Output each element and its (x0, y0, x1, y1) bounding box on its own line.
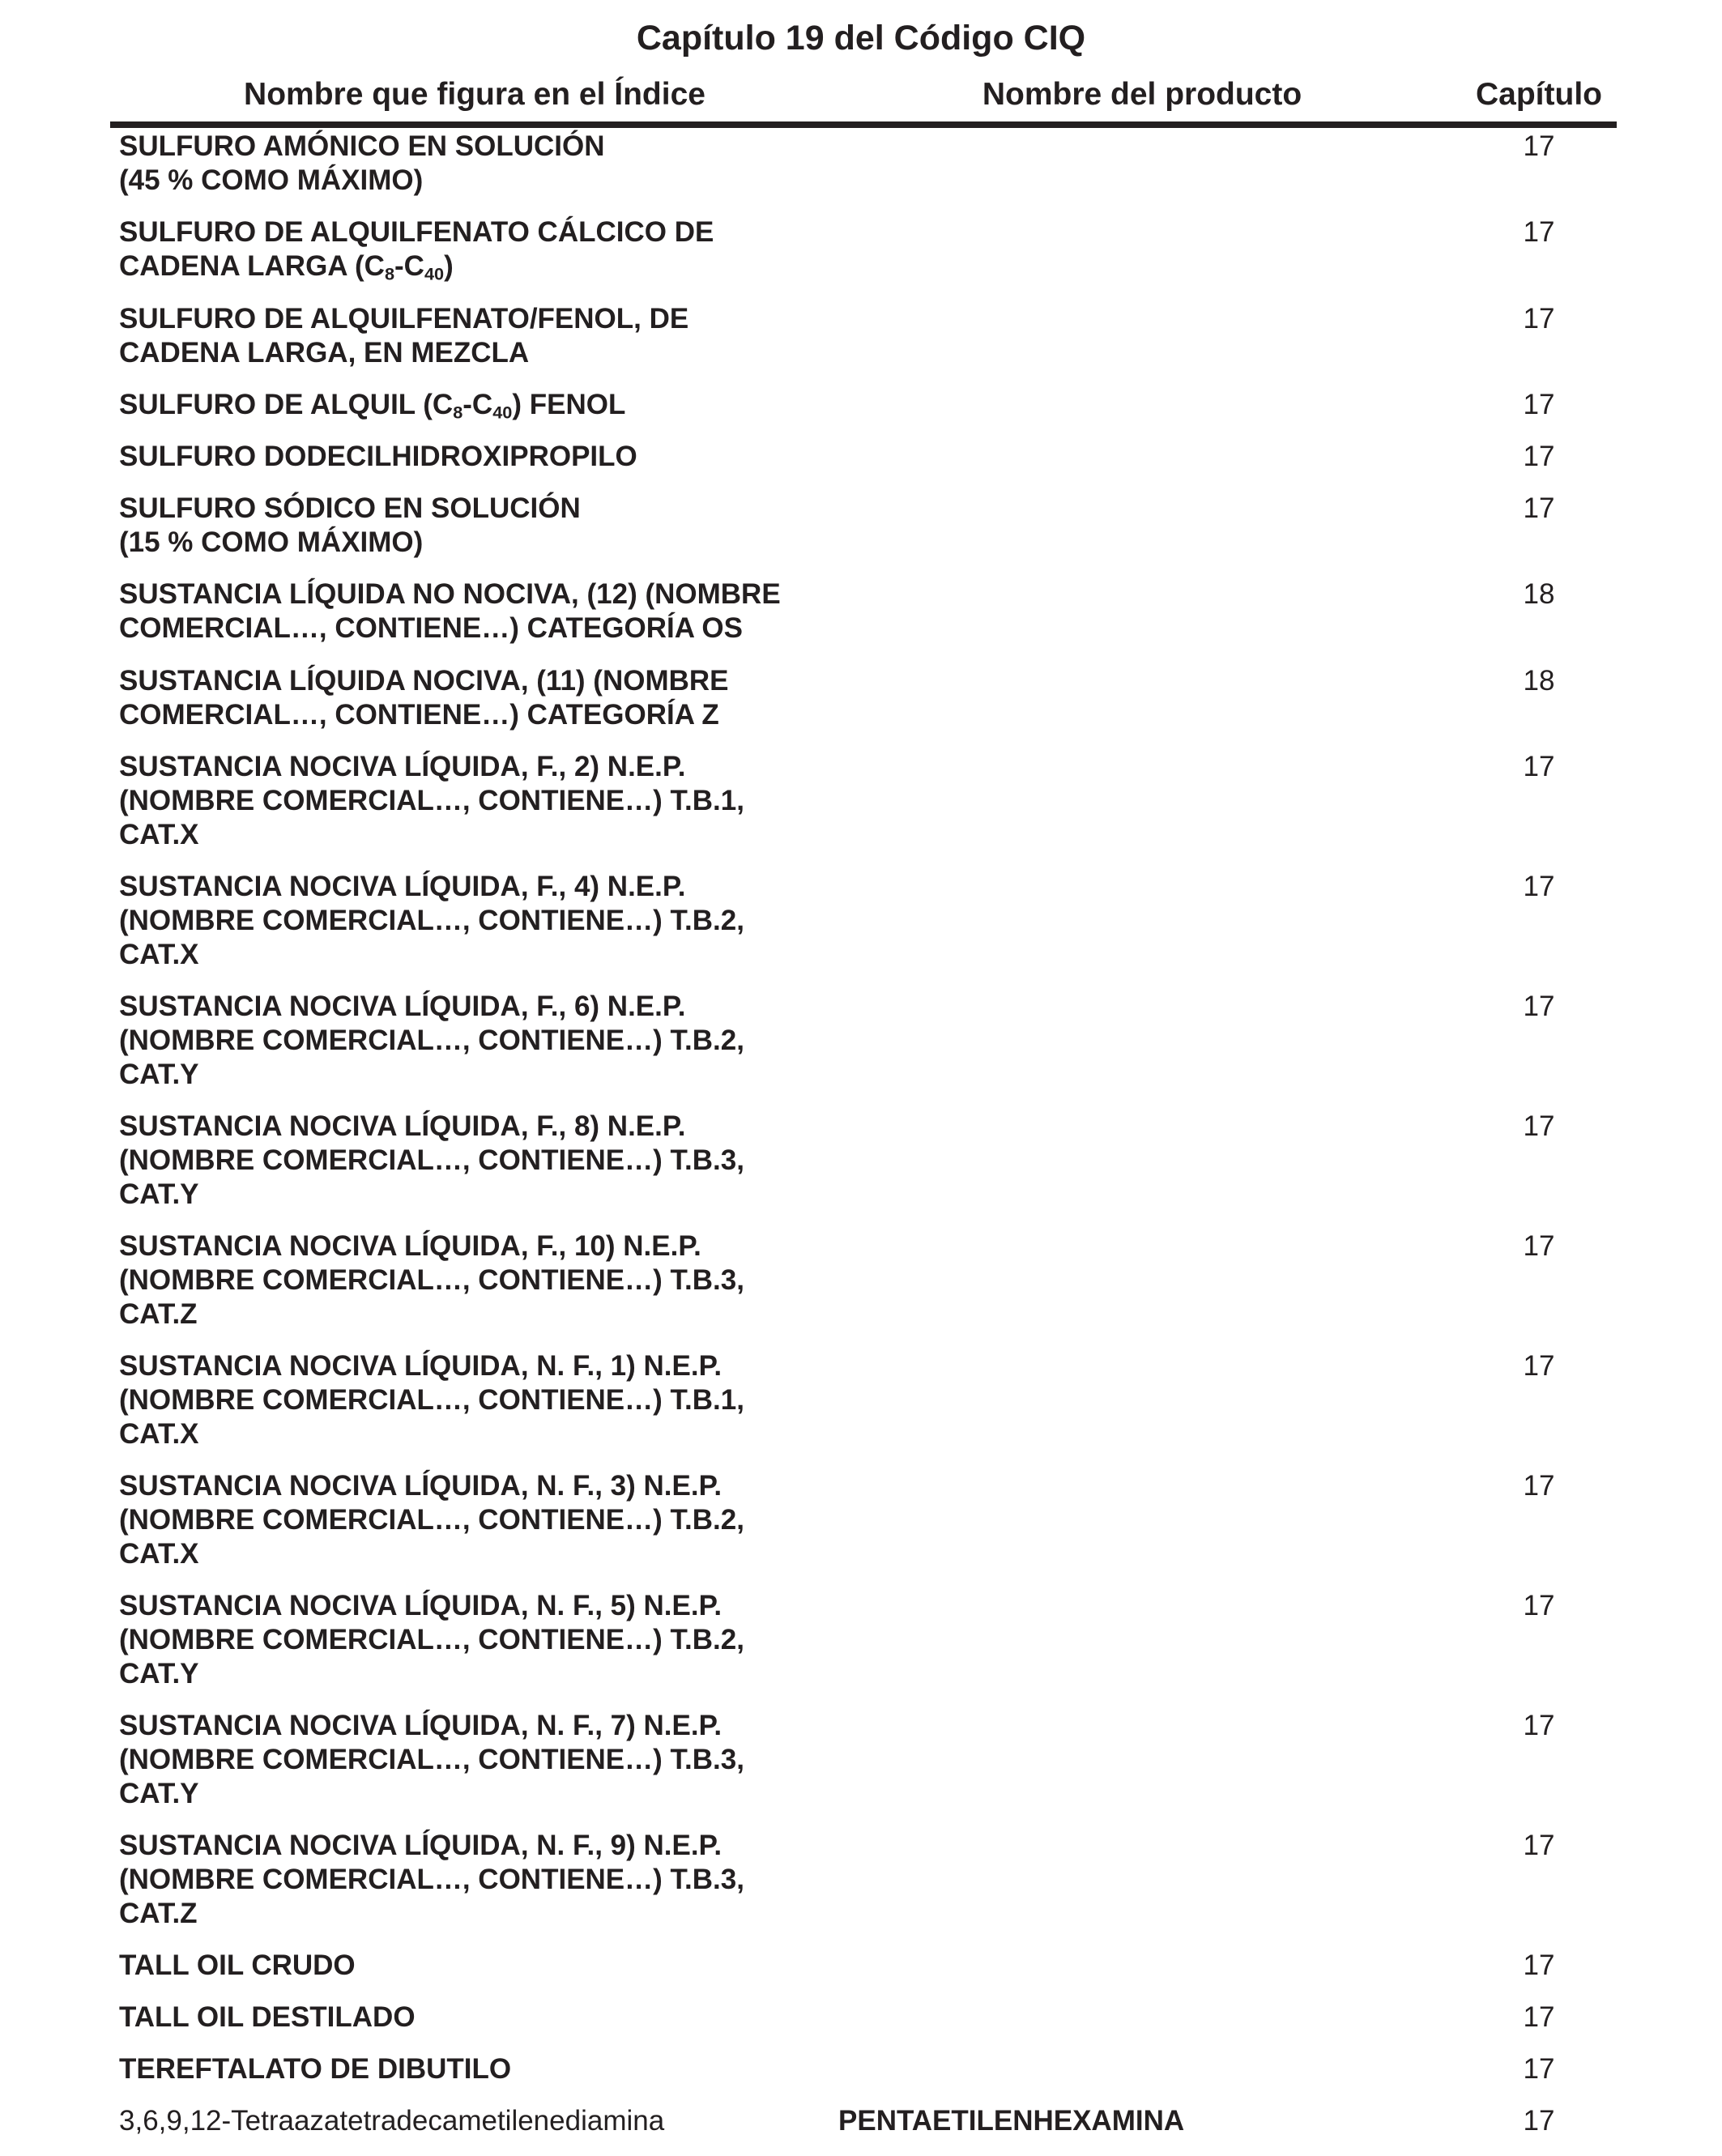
chapter-cell: 17 (1523, 2001, 1555, 2033)
index-name-cell (119, 1110, 848, 1212)
index-name-line: CAT.Z (119, 1898, 198, 1929)
index-name-line: CADENA LARGA, EN MEZCLA (119, 337, 530, 369)
formula-text: SULFURO DE ALQUIL (C (119, 389, 454, 420)
chapter-cell: 18 (1523, 665, 1555, 697)
table-row (0, 2000, 1722, 2052)
index-name-line: SUSTANCIA NOCIVA LÍQUIDA, F., 8) N.E.P. (119, 1110, 686, 1142)
index-name-line: COMERCIAL…, CONTIENE…) CATEGORÍA OS (119, 612, 743, 644)
index-name-line (119, 388, 848, 422)
index-name-line: (NOMBRE COMERCIAL…, CONTIENE…) T.B.2, (119, 1624, 744, 1655)
index-name-line: (NOMBRE COMERCIAL…, CONTIENE…) T.B.2, (119, 905, 744, 936)
table-row (0, 1829, 1722, 1949)
index-name-line: 3,6,9,12-Tetraazatetradecametilenediamina (119, 2105, 665, 2137)
table-row (0, 870, 1722, 990)
page-title: Capítulo 19 del Código CIQ (636, 19, 1086, 58)
index-name-cell (119, 577, 848, 646)
table-row (0, 388, 1722, 440)
index-name-cell (119, 1469, 848, 1571)
table-row (0, 1469, 1722, 1589)
index-name-line: TALL OIL DESTILADO (119, 2001, 416, 2033)
index-table (0, 130, 1722, 2156)
chapter-cell: 17 (1523, 1110, 1555, 1142)
index-name-cell (119, 990, 848, 1092)
chapter-cell: 17 (1523, 1350, 1555, 1382)
formula-text: CADENA LARGA (C (119, 250, 385, 282)
table-row (0, 215, 1722, 302)
column-header-chapter: Capítulo (1476, 77, 1602, 112)
index-name-line: SULFURO AMÓNICO EN SOLUCIÓN (119, 130, 605, 162)
index-name-line: SUSTANCIA NOCIVA LÍQUIDA, N. F., 9) N.E.P. (119, 1830, 722, 1861)
chapter-cell: 17 (1523, 2105, 1555, 2137)
index-name-line: TALL OIL CRUDO (119, 1949, 356, 1981)
index-name-line: SUSTANCIA NOCIVA LÍQUIDA, N. F., 3) N.E.P. (119, 1470, 722, 1502)
formula-subscript: 8 (453, 402, 463, 423)
chapter-cell: 17 (1523, 991, 1555, 1022)
index-name-line: CAT.X (119, 819, 199, 850)
index-name-cell (119, 870, 848, 972)
index-name-cell (119, 1349, 848, 1451)
table-row (0, 664, 1722, 750)
index-name-line: SULFURO SÓDICO EN SOLUCIÓN (119, 492, 581, 524)
chapter-cell: 17 (1523, 871, 1555, 902)
chapter-cell: 17 (1523, 492, 1555, 524)
index-name-line: CAT.Y (119, 1178, 199, 1210)
chapter-cell: 17 (1523, 1590, 1555, 1621)
index-name-cell (119, 2052, 848, 2086)
index-name-line: COMERCIAL…, CONTIENE…) CATEGORÍA Z (119, 699, 719, 731)
index-name-cell (119, 1949, 848, 1983)
chapter-cell: 17 (1523, 1949, 1555, 1981)
index-name-line: SUSTANCIA NOCIVA LÍQUIDA, F., 10) N.E.P. (119, 1230, 701, 1262)
formula-subscript: 40 (424, 263, 445, 284)
index-name-line: SULFURO DE ALQUILFENATO/FENOL, DE (119, 303, 689, 334)
index-name-cell (119, 2104, 848, 2138)
index-name-cell (119, 215, 848, 283)
chapter-cell: 17 (1523, 216, 1555, 248)
chapter-cell: 17 (1523, 389, 1555, 420)
index-name-line: CAT.Y (119, 1778, 199, 1809)
table-row (0, 1709, 1722, 1829)
index-name-line: SUSTANCIA NOCIVA LÍQUIDA, N. F., 5) N.E.P. (119, 1590, 722, 1621)
chapter-cell: 17 (1523, 1710, 1555, 1741)
chapter-cell: 17 (1523, 751, 1555, 782)
formula-text: ) (444, 250, 454, 282)
index-name-line: CAT.X (119, 1538, 199, 1570)
index-name-line: SUSTANCIA NOCIVA LÍQUIDA, F., 2) N.E.P. (119, 751, 686, 782)
index-name-line: TEREFTALATO DE DIBUTILO (119, 2053, 512, 2085)
column-header-product-name: Nombre del producto (982, 77, 1302, 112)
index-name-cell (119, 1709, 848, 1811)
header-rule (110, 121, 1617, 128)
formula-text: -C (462, 389, 493, 420)
table-row (0, 1949, 1722, 2000)
index-name-cell (119, 1589, 848, 1691)
index-name-line: (NOMBRE COMERCIAL…, CONTIENE…) T.B.3, (119, 1144, 744, 1176)
index-name-cell (119, 388, 848, 422)
chapter-cell: 17 (1523, 1230, 1555, 1262)
table-row (0, 577, 1722, 664)
index-name-line: CAT.X (119, 939, 199, 970)
table-row (0, 1229, 1722, 1349)
chapter-cell: 17 (1523, 1830, 1555, 1861)
index-name-cell (119, 492, 848, 560)
index-name-cell (119, 1229, 848, 1332)
chapter-cell: 17 (1523, 1470, 1555, 1502)
table-row (0, 492, 1722, 577)
index-name-line: SULFURO DODECILHIDROXIPROPILO (119, 441, 637, 472)
chapter-cell: 17 (1523, 2053, 1555, 2085)
index-name-line: (NOMBRE COMERCIAL…, CONTIENE…) T.B.2, (119, 1504, 744, 1536)
index-name-line: SULFURO DE ALQUILFENATO CÁLCICO DE (119, 216, 714, 248)
index-name-line (119, 249, 848, 283)
formula-text: -C (394, 250, 424, 282)
formula-subscript: 8 (384, 263, 394, 284)
index-name-line: SUSTANCIA NOCIVA LÍQUIDA, F., 6) N.E.P. (119, 991, 686, 1022)
table-row (0, 2104, 1722, 2156)
index-name-line: CAT.Y (119, 1658, 199, 1689)
index-name-cell (119, 664, 848, 732)
index-name-line: CAT.X (119, 1418, 199, 1450)
index-name-line: SUSTANCIA NOCIVA LÍQUIDA, F., 4) N.E.P. (119, 871, 686, 902)
table-row (0, 990, 1722, 1110)
index-name-line: SUSTANCIA NOCIVA LÍQUIDA, N. F., 1) N.E.P. (119, 1350, 722, 1382)
index-name-line: (NOMBRE COMERCIAL…, CONTIENE…) T.B.1, (119, 785, 744, 816)
index-name-cell (119, 302, 848, 370)
index-name-line: (15 % COMO MÁXIMO) (119, 526, 424, 558)
table-row (0, 1589, 1722, 1709)
index-name-line: SUSTANCIA LÍQUIDA NO NOCIVA, (12) (NOMBRE (119, 578, 781, 610)
table-row (0, 440, 1722, 492)
product-name-cell: PENTAETILENHEXAMINA (838, 2105, 1185, 2137)
table-row (0, 750, 1722, 870)
table-row (0, 130, 1722, 215)
index-name-line: (45 % COMO MÁXIMO) (119, 164, 424, 196)
table-row (0, 1349, 1722, 1469)
index-name-line: SUSTANCIA LÍQUIDA NOCIVA, (11) (NOMBRE (119, 665, 729, 697)
index-name-line: CAT.Z (119, 1298, 198, 1330)
index-name-cell (119, 1829, 848, 1931)
chapter-cell: 17 (1523, 303, 1555, 334)
table-row (0, 2052, 1722, 2104)
index-name-line: (NOMBRE COMERCIAL…, CONTIENE…) T.B.3, (119, 1264, 744, 1296)
index-name-line: SUSTANCIA NOCIVA LÍQUIDA, N. F., 7) N.E.P. (119, 1710, 722, 1741)
index-name-line: (NOMBRE COMERCIAL…, CONTIENE…) T.B.2, (119, 1025, 744, 1056)
index-name-line: CAT.Y (119, 1059, 199, 1090)
formula-subscript: 40 (492, 402, 513, 423)
table-row (0, 1110, 1722, 1229)
index-name-line: (NOMBRE COMERCIAL…, CONTIENE…) T.B.1, (119, 1384, 744, 1416)
chapter-cell: 18 (1523, 578, 1555, 610)
index-name-line: (NOMBRE COMERCIAL…, CONTIENE…) T.B.3, (119, 1864, 744, 1895)
index-name-cell (119, 440, 848, 474)
chapter-cell: 17 (1523, 441, 1555, 472)
index-name-cell (119, 130, 848, 198)
index-name-cell (119, 2000, 848, 2035)
formula-text: ) FENOL (512, 389, 626, 420)
chapter-cell: 17 (1523, 130, 1555, 162)
index-name-line: (NOMBRE COMERCIAL…, CONTIENE…) T.B.3, (119, 1744, 744, 1775)
column-header-index-name: Nombre que figura en el Índice (244, 77, 705, 112)
index-name-cell (119, 750, 848, 852)
table-row (0, 302, 1722, 388)
